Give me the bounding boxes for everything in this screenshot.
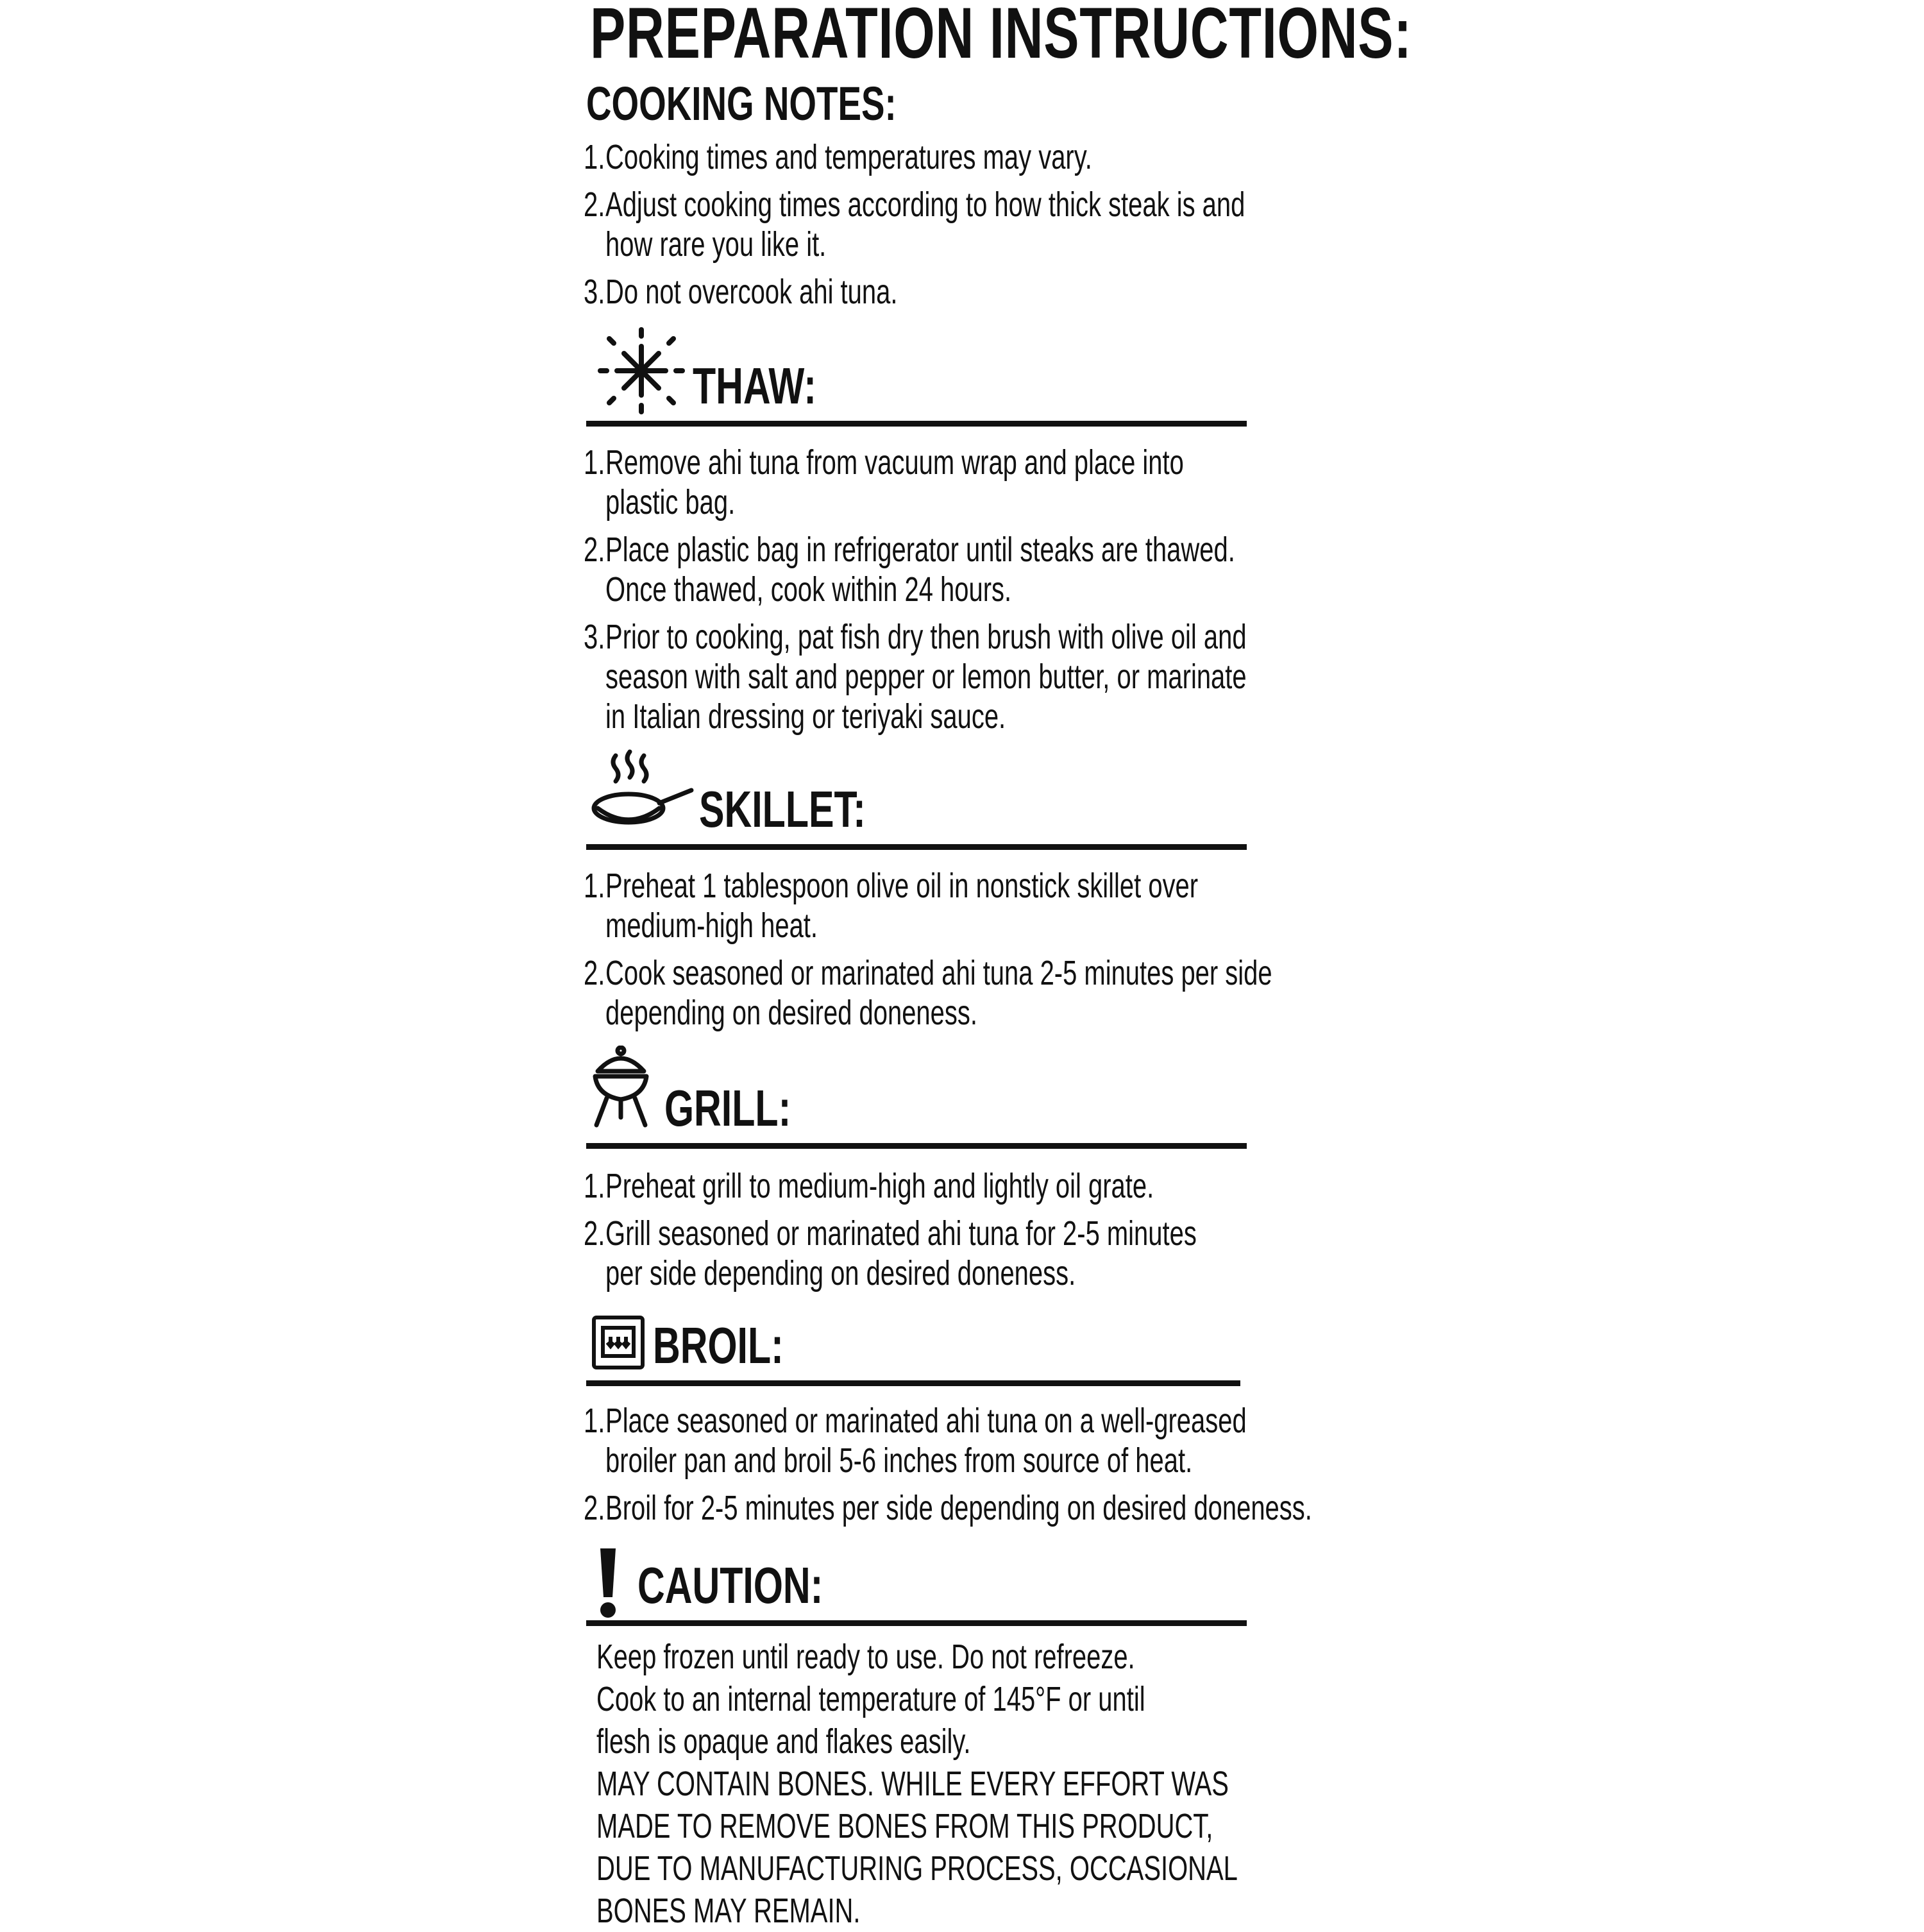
caution-heading: CAUTION:	[637, 1557, 823, 1614]
grill-list	[584, 1166, 1412, 1301]
list-item: 1. Place seasoned or marinated ahi tuna on a well-greased broiler pan and broil 5-6 inches from source of heat.	[584, 1402, 1247, 1480]
section-divider	[586, 1620, 1247, 1626]
list-item: 1. Cooking times and temperatures may vary.	[584, 138, 1092, 176]
caution-text: Keep frozen until ready to use. Do not refreeze. Cook to an internal temperature of 145°F or until flesh is opaque and flakes easily. MAY CONTAIN BONES. WHILE EVERY EFFORT WAS MADE TO REMOVE BONES FROM THIS PRODUCT, DUE TO MANUFACTURING PROCESS, OCCASIONAL BONES MAY REMAIN.	[596, 1638, 1238, 1930]
list-item: 3. Prior to cooking, pat fish dry then brush with olive oil and season with salt and pepper or lemon butter, or marinate in Italian dressing or teriyaki sauce.	[584, 618, 1247, 736]
section-divider	[586, 421, 1247, 427]
thaw-heading: THAW:	[693, 357, 816, 414]
broil-heading: BROIL:	[653, 1317, 784, 1374]
list-item: 1. Preheat grill to medium-high and lightly oil grate.	[584, 1167, 1154, 1205]
list-item: 1. Remove ahi tuna from vacuum wrap and place into plastic bag.	[584, 443, 1184, 521]
oven-icon	[591, 1315, 645, 1370]
page-title: PREPARATION INSTRUCTIONS:	[590, 0, 1412, 73]
cooking-notes-list	[584, 137, 1478, 319]
list-item: 2. Broil for 2-5 minutes per side depending on desired doneness.	[584, 1489, 1312, 1527]
section-divider	[586, 844, 1247, 850]
list-item: 2. Adjust cooking times according to how thick steak is and how rare you like it.	[584, 185, 1245, 264]
skillet-heading: SKILLET:	[699, 781, 866, 838]
section-divider	[586, 1380, 1240, 1386]
grill-icon	[589, 1046, 653, 1129]
grill-heading: GRILL:	[664, 1080, 791, 1137]
list-item: 2. Grill seasoned or marinated ahi tuna for 2-5 minutes per side depending on desired doneness.	[584, 1214, 1197, 1292]
skillet-icon	[590, 749, 699, 833]
skillet-list	[584, 866, 1514, 1040]
exclamation-icon	[595, 1546, 621, 1620]
section-divider	[586, 1143, 1247, 1149]
list-item: 1. Preheat 1 tablespoon olive oil in nonstick skillet over medium-high heat.	[584, 867, 1199, 945]
cooking-notes-heading: COOKING NOTES:	[586, 77, 897, 130]
broil-list	[584, 1401, 1568, 1536]
list-item: 2. Place plastic bag in refrigerator until steaks are thawed. Once thawed, cook within 24 hours.	[584, 530, 1235, 609]
list-item: 2. Cook seasoned or marinated ahi tuna 2-5 minutes per side depending on desired doneness.	[584, 954, 1272, 1032]
list-item: 3. Do not overcook ahi tuna.	[584, 273, 898, 311]
snowflake-icon	[596, 326, 686, 416]
thaw-list	[584, 443, 1480, 744]
